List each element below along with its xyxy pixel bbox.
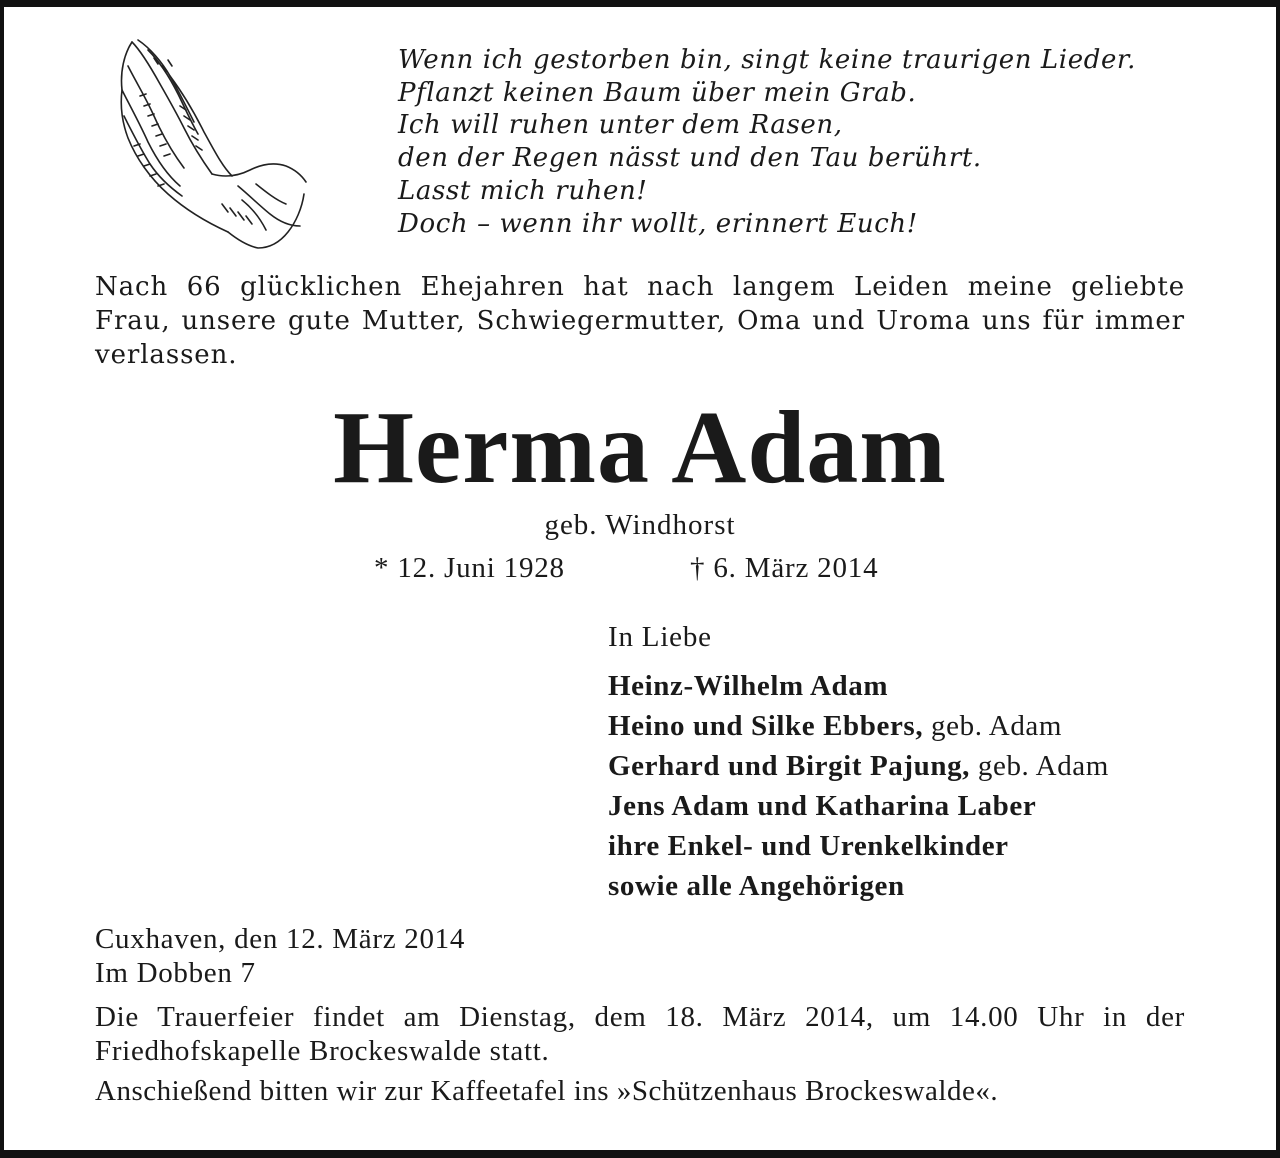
death-date: † 6. März 2014 xyxy=(690,552,879,584)
poem-line: Ich will ruhen unter dem Rasen, xyxy=(398,110,843,141)
poem-line: Wenn ich gestorben bin, singt keine traurigen Lieder. xyxy=(398,45,1136,75)
poem-line: Lasst mich ruhen! xyxy=(398,175,648,206)
poem-line: Doch – wenn ihr wollt, erinnert Euch! xyxy=(398,208,918,239)
mourner-line xyxy=(608,666,1109,706)
place-and-address xyxy=(95,922,465,990)
praying-hands-icon xyxy=(110,36,310,250)
place-date: Cuxhaven, den 12. März 2014 xyxy=(95,923,466,955)
mourner-line xyxy=(608,706,1109,746)
mourner-line xyxy=(608,826,1109,866)
mourners-list xyxy=(608,666,1109,906)
address: Im Dobben 7 xyxy=(95,957,256,989)
mourner-note: geb. Adam xyxy=(923,710,1063,742)
mourner-name: Heinz-Wilhelm Adam xyxy=(608,670,889,702)
mourner-name: ihre Enkel- und Urenkelkinder xyxy=(608,830,1009,862)
mourner-line xyxy=(608,746,1109,786)
poem xyxy=(398,44,1238,240)
deceased-name: Herma Adam xyxy=(333,390,947,505)
mourner-name: Heino und Silke Ebbers, xyxy=(608,710,924,742)
intro-text: Nach 66 glücklichen Ehejahren hat nach langem Leiden meine geliebte Frau, unsere gute Mutter, Schwiegermutter, Oma und Uroma uns für immer verlassen. xyxy=(95,272,1185,370)
birth-name: geb. Windhorst xyxy=(544,509,736,541)
in-love-label: In Liebe xyxy=(608,621,712,653)
mourner-name: Gerhard und Birgit Pajung, xyxy=(608,750,971,782)
mourner-line xyxy=(608,866,1109,906)
funeral-info: Die Trauerfeier findet am Dienstag, dem 18. März 2014, um 14.00 Uhr in der Friedhofskapelle Brockeswalde statt. xyxy=(95,1001,1185,1067)
birth-date: * 12. Juni 1928 xyxy=(374,552,565,584)
poem-line: den der Regen nässt und den Tau berührt. xyxy=(398,143,982,174)
reception-info: Anschießend bitten wir zur Kaffeetafel ins »Schützenhaus Brockeswalde«. xyxy=(95,1075,999,1107)
poem-line: Pflanzt keinen Baum über mein Grab. xyxy=(398,77,917,108)
mourner-name: Jens Adam und Katharina Laber xyxy=(608,790,1037,822)
mourner-name: sowie alle Angehörigen xyxy=(608,870,905,902)
mourner-line xyxy=(608,786,1109,826)
mourner-note: geb. Adam xyxy=(970,750,1109,782)
